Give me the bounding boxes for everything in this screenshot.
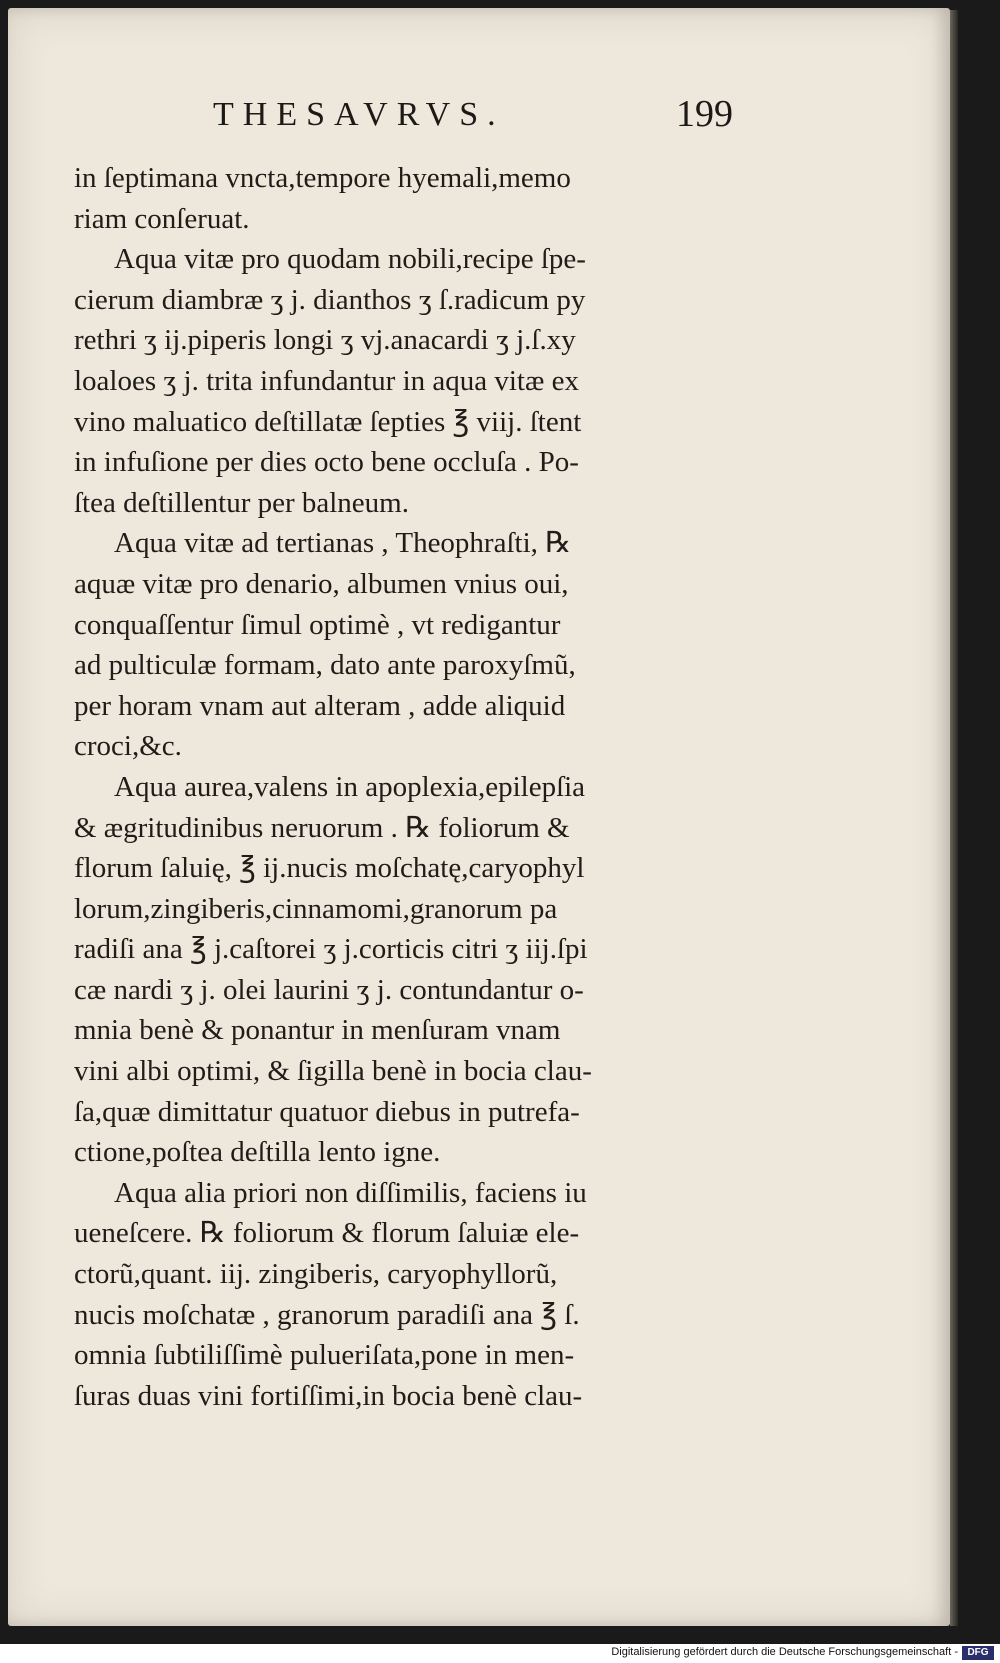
body-text <box>74 158 734 1416</box>
book-page <box>8 8 950 1626</box>
text-line: Aqua alia priori non diſſimilis, faciens iu <box>114 1176 587 1209</box>
text-line: florum ſaluię, ℥ ij.nucis moſchatę,caryophyl <box>74 852 585 885</box>
text-line: ctione,poſtea deſtilla lento igne. <box>74 1136 441 1169</box>
page-number: 199 <box>676 93 733 135</box>
text-line: omnia ſubtiliſſimè pulueriſata,pone in men- <box>74 1339 575 1372</box>
text-line: conquaſſentur ſimul optimè , vt redigantur <box>74 608 561 641</box>
text-line: riam conſeruat. <box>74 202 250 235</box>
text-line: cierum diambræ ʒ j. dianthos ʒ ſ.radicum py <box>74 283 586 316</box>
digitization-credit: Digitalisierung gefördert durch die Deutsche Forschungsgemeinschaft - <box>611 1646 958 1658</box>
text-line: ſtea deſtillentur per balneum. <box>74 486 409 519</box>
text-line: & ægritudinibus neruorum . ℞ foliorum & <box>74 811 570 844</box>
running-head: THESAVRVS. <box>213 96 505 133</box>
text-line: Aqua vitæ ad tertianas , Theophraſti, ℞ <box>114 527 572 560</box>
text-line: aquæ vitæ pro denario, albumen vnius oui, <box>74 567 569 600</box>
text-line: nucis moſchatæ , granorum paradiſi ana ℥ ſ. <box>74 1298 580 1331</box>
text-line: mnia benè & ponantur in menſuram vnam <box>74 1014 561 1047</box>
text-line: per horam vnam aut alteram , adde aliquid <box>74 689 566 722</box>
text-line: ueneſcere. ℞ foliorum & florum ſaluiæ ele- <box>74 1217 580 1250</box>
text-line: ctorũ,quant. iij. zingiberis, caryophyllorũ, <box>74 1258 558 1291</box>
text-line: ad pulticulæ formam, dato ante paroxyſmũ, <box>74 649 576 682</box>
text-line: Aqua aurea,valens in apoplexia,epilepſia <box>114 770 586 803</box>
dfg-logo: DFG <box>962 1646 994 1660</box>
text-line: rethri ʒ ij.piperis longi ʒ vj.anacardi ʒ j.ſ.xy <box>74 324 576 357</box>
text-line: radiſi ana ℥ j.caſtorei ʒ j.corticis citri ʒ iij.ſpi <box>74 933 588 966</box>
text-line: vini albi optimi, & ſigilla benè in bocia clau- <box>74 1055 592 1088</box>
text-line: lorum,zingiberis,cinnamomi,granorum pa <box>74 892 558 925</box>
text-line: cæ nardi ʒ j. olei laurini ʒ j. contundantur o- <box>74 973 584 1006</box>
text-line: ſa,quæ dimittatur quatuor diebus in putrefa- <box>74 1095 580 1128</box>
page-edge <box>950 10 958 1626</box>
text-line: in ſeptimana vncta,tempore hyemali,memo <box>74 162 571 194</box>
text-line: in infuſione per dies octo bene occluſa . Po- <box>74 446 579 479</box>
text-line: loaloes ʒ j. trita infundantur in aqua vitæ ex <box>74 364 579 397</box>
text-line: croci,&c. <box>74 730 182 763</box>
text-line: vino maluatico deſtillatæ ſepties ℥ viij. ſtent <box>74 405 582 438</box>
text-line: ſuras duas vini fortiſſimi,in bocia benè clau- <box>74 1379 583 1412</box>
text-line: Aqua vitæ pro quodam nobili,recipe ſpe- <box>114 243 586 276</box>
